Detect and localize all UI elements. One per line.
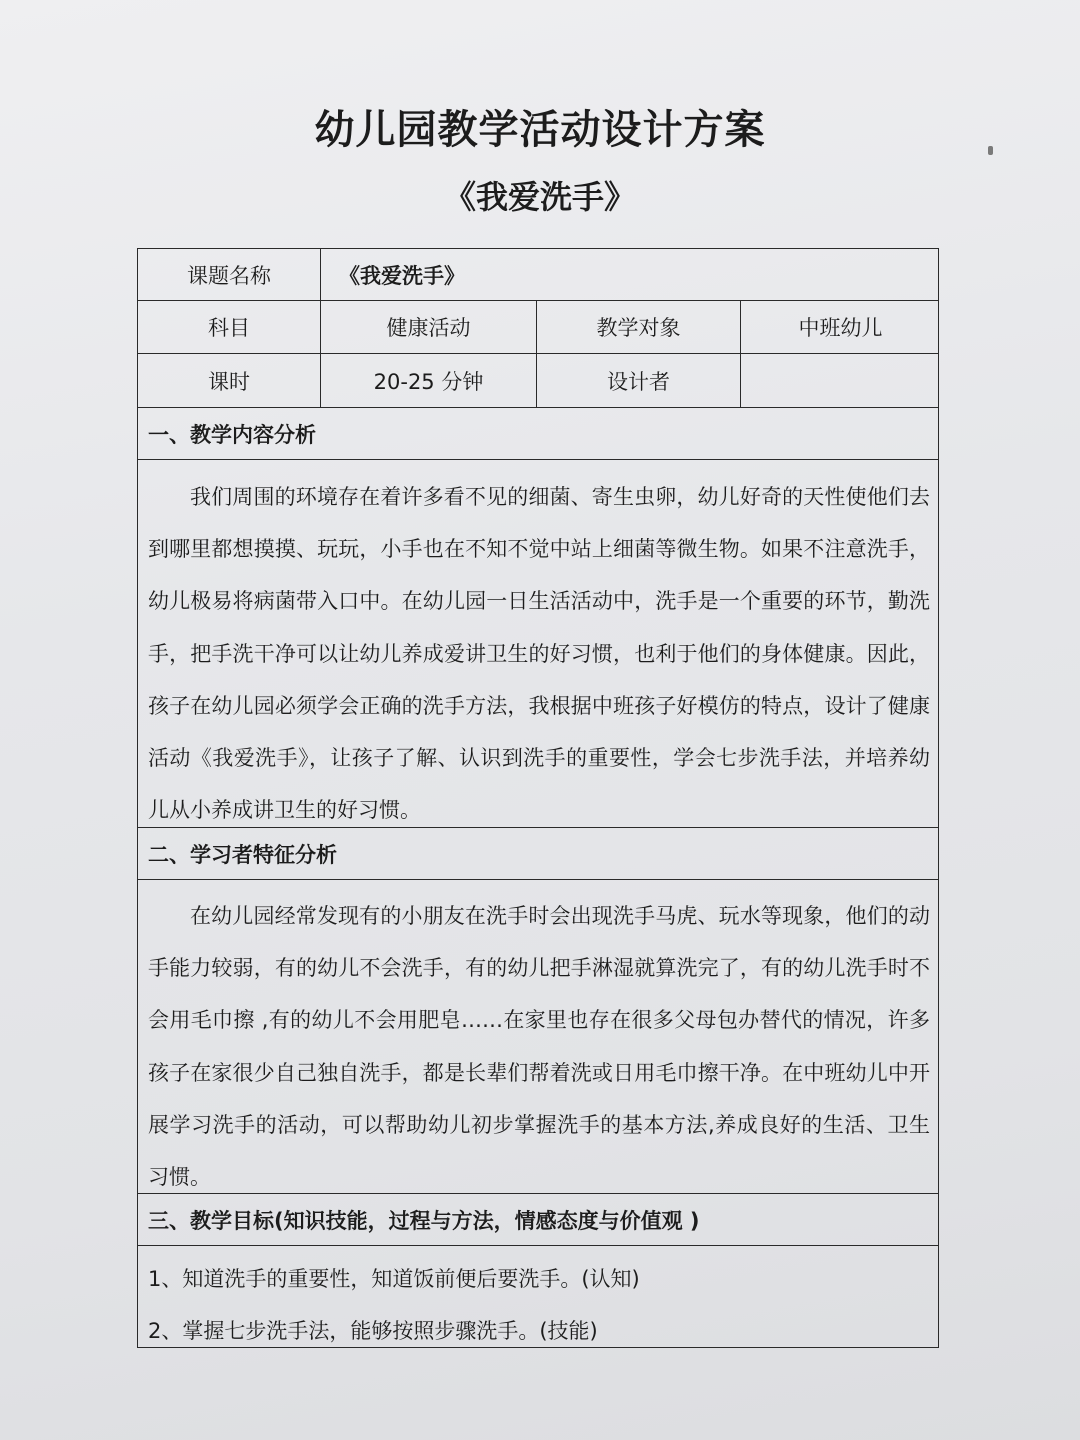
designer-value (741, 354, 940, 407)
topic-value: 《我爱洗手》 (339, 263, 465, 288)
document-title: 幼儿园教学活动设计方案 (314, 107, 766, 153)
plan-table (137, 248, 939, 1348)
section1-body: 我们周围的环境存在着许多看不见的细菌、寄生虫卵，幼儿好奇的天性使他们去到哪里都想摸摸、玩玩，小手也在不知不觉中站上细菌等微生物。如果不注意洗手，幼儿极易将病菌带入口中。在幼儿园一日生活活动中，洗手是一个重要的环节，勤洗手，把手洗干净可以让幼儿养成爱讲卫生的好习惯，也利于他们的身体健康。因此，孩子在幼儿园必须学会正确的洗手方法，我根据中班孩子好模仿的特点，设计了健康活动《我爱洗手》，让孩子了解、认识到洗手的重要性，学会七步洗手法，并培养幼儿从小养成讲卫生的好习惯。 (148, 485, 930, 823)
section3-heading: 三、教学目标(知识技能，过程与方法，情感态度与价值观 ) (138, 1194, 938, 1246)
subject-value: 健康活动 (321, 301, 537, 353)
audience-label: 教学对象 (537, 301, 741, 353)
subject-label: 科目 (138, 301, 321, 353)
section2-heading: 二、学习者特征分析 (138, 828, 938, 880)
topic-row (138, 249, 938, 301)
designer-label: 设计者 (537, 354, 741, 407)
goal-item-2: 2、掌握七步洗手法，能够按照步骤洗手。(技能) (148, 1319, 598, 1343)
audience-value: 中班幼儿 (798, 316, 883, 340)
paper-speck (988, 146, 993, 155)
section1-heading: 一、教学内容分析 (138, 408, 938, 460)
duration-row (138, 354, 938, 408)
section2-body: 在幼儿园经常发现有的小朋友在洗手时会出现洗手马虎、玩水等现象，他们的动手能力较弱，有的幼儿不会洗手，有的幼儿把手淋湿就算洗完了，有的幼儿洗手时不会用毛巾擦 ,有的幼儿不会用肥皂……在家里也存在很多父母包办替代的情况，许多孩子在家很少自己独自洗手，都是长辈们帮着洗或日用毛巾擦干净。在中班幼儿中开展学习洗手的活动，可以帮助幼儿初步掌握洗手的基本方法,养成良好的生活、卫生习惯。 (148, 904, 930, 1190)
duration-label: 课时 (138, 354, 321, 407)
duration-value: 20-25 分钟 (321, 354, 537, 407)
goal-item-1: 1、知道洗手的重要性，知道饭前便后要洗手。(认知) (148, 1267, 640, 1291)
document-subtitle: 《我爱洗手》 (443, 178, 636, 216)
topic-label: 课题名称 (138, 249, 321, 300)
subject-row (138, 301, 938, 354)
